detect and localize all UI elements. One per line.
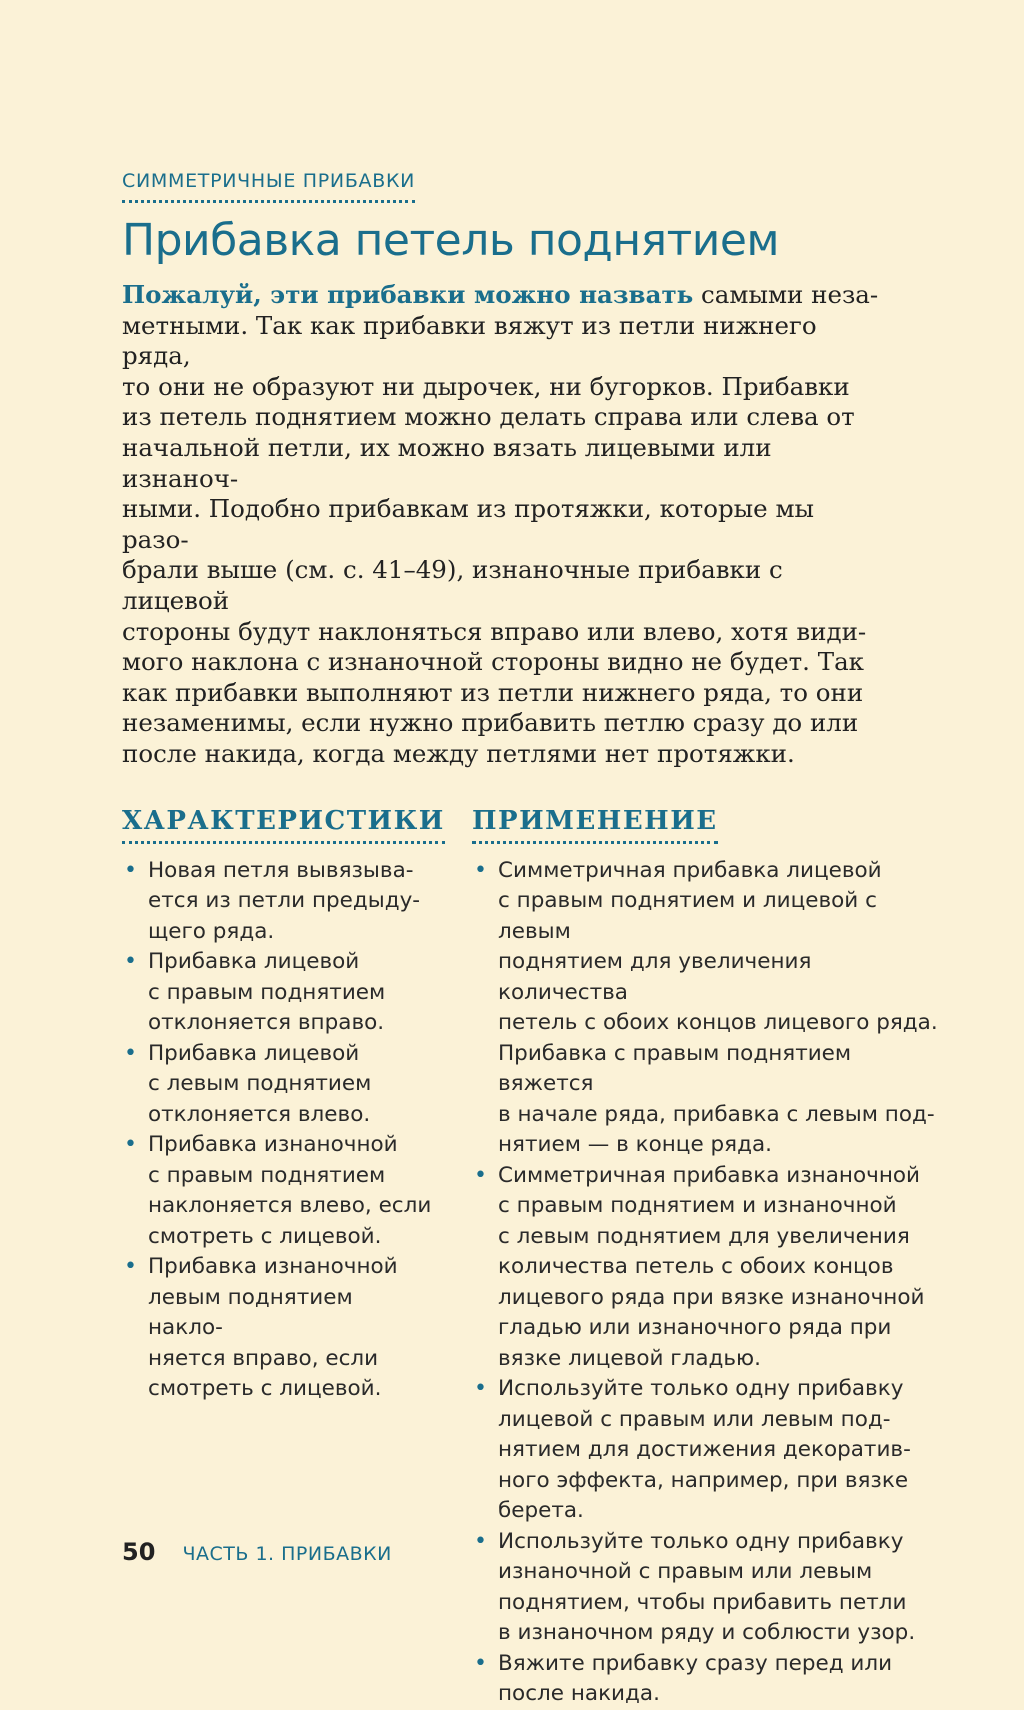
intro-line: брали выше (см. с. 41–49), изнаночные прибавки с лицевой	[122, 555, 783, 615]
list-item-line: берета.	[498, 1498, 584, 1523]
list-item-line: нятием — в конце ряда.	[498, 1132, 772, 1157]
list-item	[122, 1252, 432, 1405]
intro-line: после накида, когда между петлями нет протяжки.	[122, 738, 795, 768]
list-item-line: Прибавка лицевой	[148, 949, 360, 974]
list-item	[122, 947, 432, 1039]
list-item-line: количества петель с обоих концов	[498, 1254, 894, 1279]
list-item-line: с правым поднятием	[148, 979, 386, 1005]
list-item	[472, 1374, 942, 1527]
list-item-line: гладью или изнаночного ряда при	[498, 1315, 892, 1340]
intro-line: ными. Подобно прибавкам из протяжки, которые мы разо-	[122, 494, 815, 554]
characteristics-heading: ХАРАКТЕРИСТИКИ	[122, 806, 445, 844]
intro-line: самыми неза-	[693, 280, 879, 309]
bullet-icon: •	[474, 1528, 487, 1554]
bullet-icon: •	[474, 1650, 487, 1676]
list-item-line: Вяжите прибавку сразу перед или	[498, 1650, 893, 1676]
intro-line: начальной петли, их можно вязать лицевыми или изнаноч-	[122, 432, 772, 493]
list-item-line: Симметричная прибавка изнаночной	[498, 1162, 921, 1188]
page-footer	[122, 1538, 392, 1566]
list-item-line: щего ряда.	[148, 918, 275, 944]
list-item-line: после накида.	[498, 1681, 660, 1706]
application-column	[472, 806, 942, 1710]
list-item	[122, 856, 432, 948]
list-item-line: Симметричная прибавка лицевой	[498, 857, 882, 883]
list-item-line: вязке лицевой гладью.	[498, 1345, 761, 1371]
intro-line: стороны будут наклоняться вправо или влево, хотя види-	[122, 616, 867, 646]
list-item-line: с правым поднятием и лицевой с левым	[498, 888, 877, 944]
bullet-icon: •	[124, 1040, 137, 1066]
list-item	[122, 1130, 432, 1252]
list-item-line: Прибавка лицевой	[148, 1040, 360, 1066]
intro-line: метными. Так как прибавки вяжут из петли нижнего ряда,	[122, 310, 817, 371]
list-item-line: изнаночной с правым или левым	[498, 1559, 873, 1584]
list-item	[472, 1527, 942, 1649]
bullet-icon: •	[124, 949, 137, 974]
list-item-line: в начале ряда, прибавка с левым под-	[498, 1101, 935, 1127]
list-item-line: смотреть с лицевой.	[148, 1376, 382, 1401]
intro-line: то они не образуют ни дырочек, ни бугорков. Прибавки	[122, 371, 850, 401]
list-item-line: отклоняется вправо.	[148, 1010, 385, 1035]
list-item	[122, 1039, 432, 1131]
list-item-line: Используйте только одну прибавку	[498, 1528, 904, 1554]
list-item	[472, 1649, 942, 1710]
list-item-line: лицевой с правым или левым под-	[498, 1406, 891, 1432]
list-item-line: поднятием для увеличения количества	[498, 949, 812, 1005]
bullet-icon: •	[474, 1376, 487, 1401]
list-item-line: в изнаночном ряду и соблюсти узор.	[498, 1620, 916, 1645]
characteristics-list	[122, 856, 432, 1405]
running-head: ЧАСТЬ 1. ПРИБАВКИ	[182, 1543, 392, 1565]
intro-line: из петель поднятием можно делать справа или слева от	[122, 402, 855, 432]
bullet-icon: •	[124, 1254, 137, 1279]
list-item-line: с левым поднятием для увеличения	[498, 1223, 910, 1249]
list-item-line: Прибавка с правым поднятием вяжется	[498, 1040, 852, 1096]
intro-line: как прибавки выполняют из петли нижнего ряда, то они	[122, 677, 864, 707]
application-heading: ПРИМЕНЕНИЕ	[472, 806, 718, 844]
application-list	[472, 856, 942, 1710]
characteristics-column	[122, 805, 445, 1405]
intro-lead: Пожалуй, эти прибавки можно назвать	[122, 280, 694, 309]
bullet-icon: •	[474, 1162, 487, 1188]
list-item-line: петель с обоих концов лицевого ряда.	[498, 1010, 938, 1035]
list-item	[472, 856, 942, 1161]
intro-line: незаменимы, если нужно прибавить петлю сразу до или	[122, 708, 859, 738]
page-title: Прибавка петель поднятием	[122, 215, 780, 266]
bullet-icon: •	[474, 857, 487, 883]
list-item-line: нятием для достижения декоратив-	[498, 1437, 911, 1462]
list-item-line: Используйте только одну прибавку	[498, 1376, 904, 1401]
list-item	[472, 1161, 942, 1375]
list-item-line: ного эффекта, например, при вязке	[498, 1467, 909, 1493]
list-item-line: лицевого ряда при вязке изнаночной	[498, 1284, 925, 1310]
list-item-line: смотреть с лицевой.	[148, 1223, 382, 1249]
list-item-line: левым поднятием накло-	[148, 1284, 353, 1340]
list-item-line: ется из петли предыду-	[148, 888, 421, 913]
bullet-icon: •	[124, 857, 137, 883]
section-tag: СИММЕТРИЧНЫЕ ПРИБАВКИ	[122, 170, 415, 203]
intro-paragraph	[122, 280, 882, 770]
list-item-line: Прибавка изнаночной	[148, 1254, 398, 1279]
bullet-icon: •	[124, 1132, 137, 1157]
list-item-line: наклоняется влево, если	[148, 1193, 432, 1218]
list-item-line: Новая петля вывязыва-	[148, 857, 414, 883]
list-item-line: отклоняется влево.	[148, 1101, 371, 1127]
page-number: 50	[122, 1538, 156, 1566]
list-item-line: с правым поднятием и изнаночной	[498, 1193, 897, 1218]
list-item-line: Прибавка изнаночной	[148, 1132, 398, 1157]
list-item-line: поднятием, чтобы прибавить петли	[498, 1589, 907, 1615]
list-item-line: с правым поднятием	[148, 1162, 386, 1188]
list-item-line: няется вправо, если	[148, 1345, 379, 1371]
list-item-line: с левым поднятием	[148, 1071, 372, 1096]
intro-line: мого наклона с изнаночной стороны видно не будет. Так	[122, 647, 864, 677]
